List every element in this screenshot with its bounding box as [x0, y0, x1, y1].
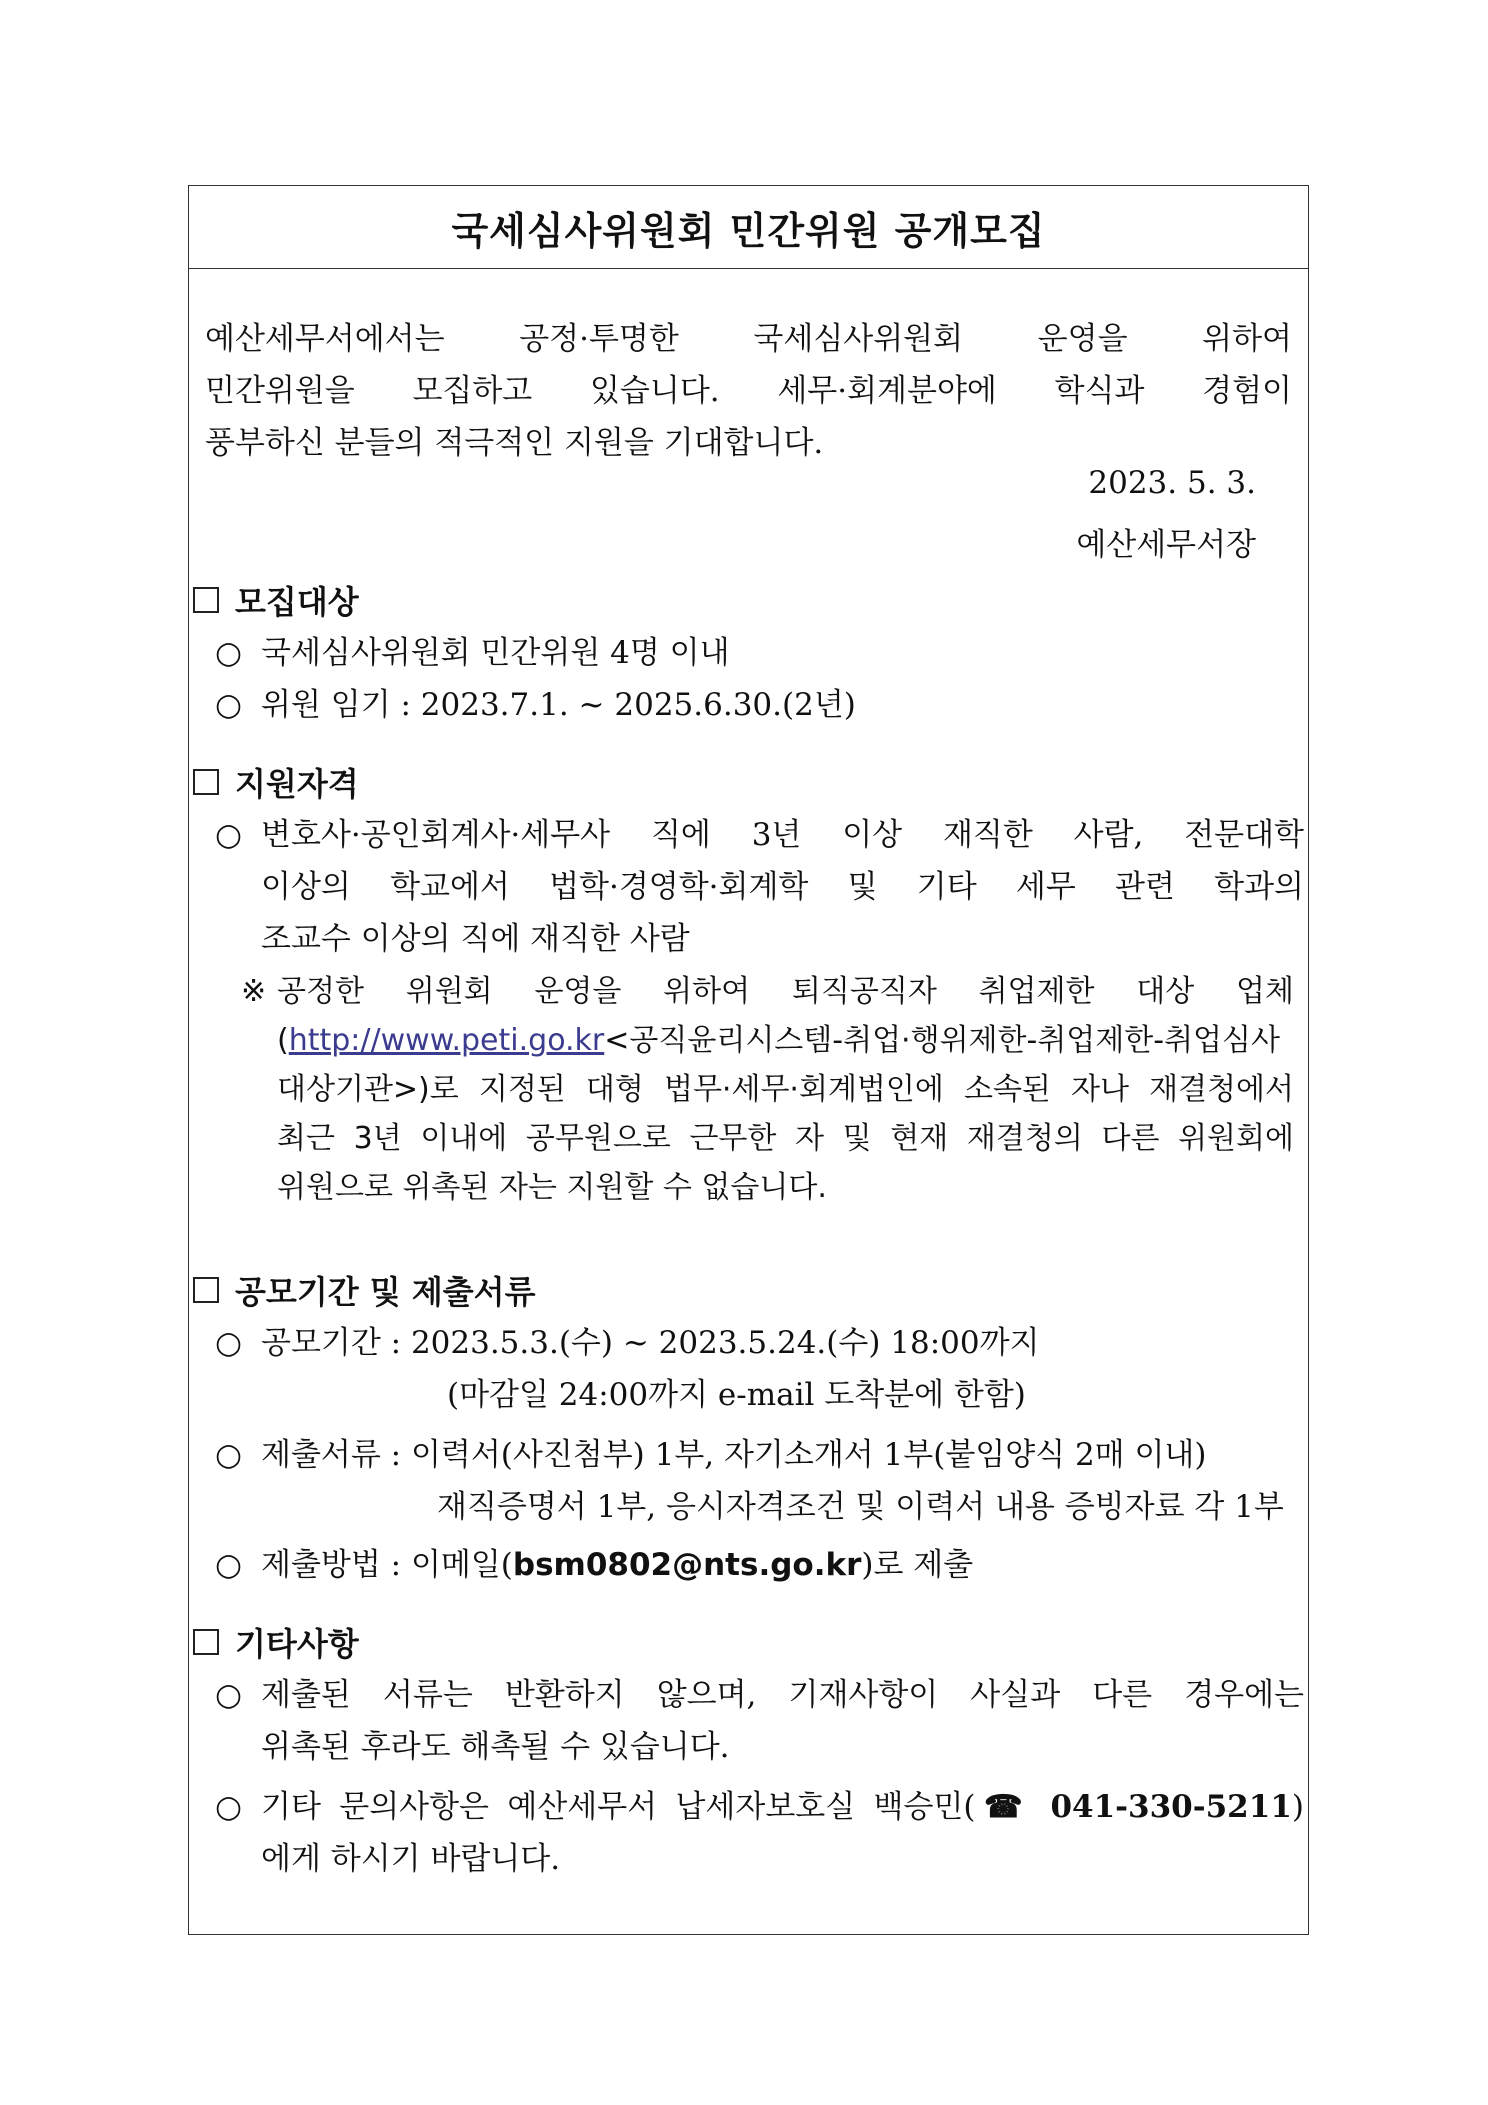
note-paren: ( [277, 1023, 289, 1058]
period-note: (마감일 24:00까지 e-mail 도착분에 한함) [447, 1377, 1026, 1413]
section-heading-text: 공모기간 및 제출서류 [235, 1273, 536, 1311]
reference-mark-icon: ※ [241, 974, 267, 1009]
list-item-text: 에게 하시기 바랍니다. [261, 1841, 561, 1877]
note-line: 최근 3년 이내에 공무원으로 근무한 자 및 현재 재결청의 다른 위원회에 [277, 1121, 1294, 1156]
circle-bullet-icon: ○ [215, 1547, 243, 1583]
period-value: 2023.5.3.(수) ~ 2023.5.24.(수) 18:00까지 [410, 1325, 1040, 1361]
list-item-text: 제출된 서류는 반환하지 않으며, 기재사항이 사실과 다른 경우에는 [261, 1677, 1304, 1713]
checkbox-square-icon [193, 1277, 219, 1303]
docs-value-2: 재직증명서 1부, 응시자격조건 및 이력서 내용 증빙자료 각 1부 [437, 1489, 1284, 1525]
peti-link[interactable]: http://www.peti.go.kr [288, 1023, 605, 1058]
notice-date: 2023. 5. 3. [1088, 465, 1256, 501]
list-item-text: 변호사·공인회계사·세무사 직에 3년 이상 재직한 사람, 전문대학 [261, 817, 1304, 853]
intro-line: 예산세무서에서는 공정·투명한 국세심사위원회 운영을 위하여 [205, 321, 1292, 357]
section-heading-qualify [193, 759, 359, 805]
circle-bullet-icon: ○ [215, 1437, 243, 1473]
docs-label: 제출서류 : [261, 1437, 411, 1473]
intro-line: 민간위원을 모집하고 있습니다. 세무·회계분야에 학식과 경험이 [205, 373, 1292, 409]
intro-paragraph [205, 313, 1292, 469]
note-line: 공정한 위원회 운영을 위하여 퇴직공직자 취업제한 대상 업체 [277, 974, 1294, 1009]
circle-bullet-icon: ○ [215, 1789, 243, 1825]
page-title: 국세심사위원회 민간위원 공개모집 [451, 208, 1046, 253]
list-item-text: 위원 임기 : 2023.7.1. ~ 2025.6.30.(2년) [261, 687, 856, 723]
section-heading-recruit [193, 577, 359, 623]
period-row [215, 1317, 1304, 1369]
circle-bullet-icon: ○ [215, 817, 243, 853]
section-heading-text: 기타사항 [235, 1625, 359, 1663]
section-heading-period [193, 1267, 536, 1313]
checkbox-square-icon [193, 587, 219, 613]
note-path: <공직윤리시스템-취업·행위제한-취업제한-취업심사 [604, 1023, 1280, 1058]
method-prefix: 이메일( [410, 1547, 513, 1583]
list-item [215, 1781, 1304, 1885]
notice-frame [188, 185, 1309, 1935]
section-heading-text: 지원자격 [235, 765, 359, 803]
note-line [277, 1016, 1294, 1065]
circle-bullet-icon: ○ [215, 1325, 243, 1361]
notice-signer: 예산세무서장 [1076, 527, 1256, 563]
docs-value: 이력서(사진첨부) 1부, 자기소개서 1부(붙임양식 2매 이내) [410, 1437, 1207, 1473]
circle-bullet-icon: ○ [215, 1677, 243, 1713]
contact-suffix: ) [1291, 1789, 1305, 1825]
section-heading-other [193, 1619, 359, 1665]
list-item-text: 국세심사위원회 민간위원 4명 이내 [261, 635, 730, 671]
list-item [215, 809, 1304, 965]
list-item-text: 조교수 이상의 직에 재직한 사람 [261, 921, 690, 957]
docs-row [215, 1429, 1304, 1481]
circle-bullet-icon: ○ [215, 635, 243, 671]
note-line: 위원으로 위촉된 자는 지원할 수 없습니다. [277, 1170, 827, 1205]
circle-bullet-icon: ○ [215, 687, 243, 723]
submission-email[interactable]: bsm0802@nts.go.kr [512, 1547, 862, 1583]
list-item [215, 1669, 1304, 1773]
list-item-text: 위촉된 후라도 해촉될 수 있습니다. [261, 1729, 730, 1765]
method-label: 제출방법 : [261, 1547, 411, 1583]
contact-phone: ☎ 041-330-5211 [975, 1789, 1292, 1825]
method-row [215, 1539, 1304, 1591]
period-label: 공모기간 : [261, 1325, 411, 1361]
contact-line [261, 1781, 1304, 1833]
note-line: 대상기관>)로 지정된 대형 법무·세무·회계법인에 소속된 자나 재결청에서 [277, 1072, 1294, 1107]
list-item [215, 679, 1304, 731]
list-item-text: 이상의 학교에서 법학·경영학·회계학 및 기타 세무 관련 학과의 [261, 869, 1304, 905]
checkbox-square-icon [193, 769, 219, 795]
section-heading-text: 모집대상 [235, 583, 359, 621]
contact-prefix: 기타 문의사항은 예산세무서 납세자보호실 백승민( [261, 1789, 976, 1825]
title-bar [189, 186, 1308, 269]
list-item [215, 627, 1304, 679]
intro-line: 풍부하신 분들의 적극적인 지원을 기대합니다. [205, 425, 824, 461]
method-suffix: )로 제출 [861, 1547, 974, 1583]
checkbox-square-icon [193, 1629, 219, 1655]
qualification-note [241, 967, 1294, 1212]
